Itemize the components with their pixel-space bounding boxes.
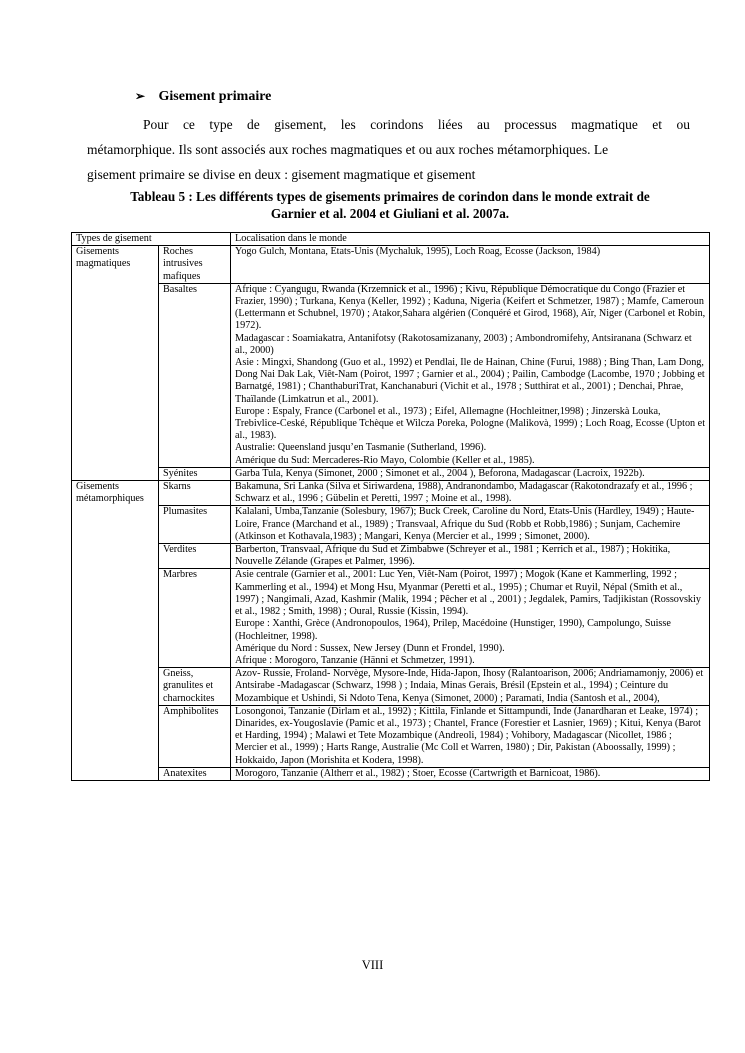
location-entry: Madagascar : Soamiakatra, Antanifotsy (Rakotosamizanany, 2003) ; Ambondromifehy, Antsiranana (Schwarz et al., 2000) <box>235 332 692 356</box>
location-cell <box>231 705 710 767</box>
rock-type-cell: Roches intrusives mafiques <box>159 246 231 284</box>
caption-line: Tableau 5 : Les différents types de gisements primaires de corindon dans le monde extrait de <box>130 189 650 204</box>
caption-line: Garnier et al. 2004 et Giuliani et al. 2007a. <box>270 206 510 221</box>
location-cell <box>231 668 710 706</box>
table-row <box>72 544 710 569</box>
location-cell <box>231 767 710 780</box>
header-cell-type: Types de gisement <box>72 233 231 246</box>
location-entry: Garba Tula, Kenya (Simonet, 2000 ; Simonet et al., 2004 ), Beforona, Madagascar (Lacroix, 1922b). <box>235 467 645 479</box>
location-cell <box>231 467 710 480</box>
location-entry: Australie: Queensland jusqu’en Tasmanie (Sutherland, 1996). <box>235 442 487 454</box>
intro-paragraph <box>87 112 690 187</box>
deposit-group-cell: Gisements magmatiques <box>72 246 159 481</box>
location-entry: Asie : Mingxi, Shandong (Guo et al., 1992) et Pendlai, Ile de Hainan, Chine (Furui, 1988) ; Bing Than, Lam Dong, Dong Nai Dak Lak, Viêt-Nam (Poirot, 1997 ; Garnier et al., 2004) ; Pailin, Cambodge (Lacombe, 1970 ; Jobbing et Barnatgé, 1981) ; ChanthaburiTrat, Kanchanaburi (Vichit et al., 1978 ; Sutthirat et al., 2001) ; Denchai, Phrae, Thaïlande (Limkatrun et al., 2001). <box>235 357 705 405</box>
location-entry: Losongonoi, Tanzanie (Dirlam et al., 1992) ; Kittila, Finlande et Sittampundi, Inde (Janardharan et Leake, 1974) ; Dinarides, ex-Yougoslavie (Pamic et al., 1973) ; Chantel, France (Forestier et Lasnier, 1969) ; Kitui, Kenya (Barot et Harding, 1994) ; Malawi et Tete Mozambique (Andreoli, 1984) ; Vohibory, Madagascar (Nicollet, 1986 ; Mercier et al., 1999) ; Harts Range, Australie (Mc Coll et Warren, 1980) ; Dir, Pakistan (Aboossally, 1999) ; Hokkaido, Japon (Morishita et Kodera, 1998). <box>235 705 701 766</box>
table-caption <box>70 188 710 222</box>
rock-type-cell: Skarns <box>159 481 231 506</box>
table-header-row <box>72 233 710 246</box>
rock-type-cell: Basaltes <box>159 283 231 467</box>
location-cell <box>231 481 710 506</box>
section-title: Gisement primaire <box>158 89 272 104</box>
table-row <box>72 506 710 544</box>
location-entry: Afrique : Morogoro, Tanzanie (Hänni et Schmetzer, 1991). <box>235 654 475 666</box>
table-row <box>72 668 710 706</box>
rock-type-cell: Syénites <box>159 467 231 480</box>
location-cell <box>231 246 710 284</box>
rock-type-cell: Plumasites <box>159 506 231 544</box>
intro-line: gisement primaire se divise en deux : gisement magmatique et gisement <box>87 167 476 182</box>
location-entry: Afrique : Cyangugu, Rwanda (Krzemnick et al., 1996) ; Kivu, République Démocratique du Congo (Frazier et Frazier, 1990) ; Turkana, Kenya (Keller, 1992) ; Kaduna, Nigeria (Keifert et Schmetzer, 1987) ; Mamfe, Cameroun (Lettermann et Schubnel, 1970) ; Atakor,Sahara algérien (Conquéré et Girod, 1968), Aïr, Niger (Carbonel et Robin, 1972). <box>235 283 706 332</box>
location-entry: Kalalani, Umba,Tanzanie (Solesbury, 1967); Buck Creek, Caroline du Nord, Etats-Unis (Hardley, 1949) ; Haute-Loire, France (Marchand et al., 1989) ; Transvaal, Afrique du Sud (Robb et Robb,1986) ; Sunjam, Cachemire (Atkinson et Kothavala,1983) ; Mangari, Kenya (Mercier et al., 1999 ; Simonet, 2000). <box>235 506 695 542</box>
table-row <box>72 767 710 780</box>
section-heading <box>135 89 271 105</box>
table-row <box>72 283 710 467</box>
rock-type-cell: Gneiss, granulites et charnockites <box>159 668 231 706</box>
location-cell <box>231 506 710 544</box>
arrow-bullet-icon: ➢ <box>135 89 146 103</box>
location-entry: Amérique du Nord : Sussex, New Jersey (Dunn et Frondel, 1990). <box>235 642 505 654</box>
intro-line: métamorphique. Ils sont associés aux roches magmatiques et ou aux roches métamorphiques. Le <box>87 142 609 157</box>
location-entry: Barberton, Transvaal, Afrique du Sud et Zimbabwe (Schreyer et al., 1981 ; Kerrich et al., 1987) ; Hokitika, Nouvelle Zélande (Grapes et Palmer, 1996). <box>235 544 671 568</box>
header-cell-location: Localisation dans le monde <box>231 233 710 246</box>
location-entry: Europe : Xanthi, Grèce (Andronopoulos, 1964), Prilep, Macédoine (Hunstiger, 1990), Campolungo, Suisse (Hochleitner, 1998). <box>235 618 671 642</box>
location-cell <box>231 283 710 467</box>
deposit-group-cell: Gisements métamorphiques <box>72 481 159 781</box>
table-row <box>72 705 710 767</box>
page-number: VIII <box>361 958 384 972</box>
deposit-table <box>71 232 710 781</box>
table-row <box>72 569 710 668</box>
rock-type-cell: Marbres <box>159 569 231 668</box>
intro-line: Pour ce type de gisement, les corindons liées au processus magmatique et ou <box>143 117 690 132</box>
location-cell <box>231 544 710 569</box>
table-row <box>72 467 710 480</box>
rock-type-cell: Verdites <box>159 544 231 569</box>
location-cell <box>231 569 710 668</box>
location-entry: Morogoro, Tanzanie (Altherr et al., 1982) ; Stoer, Ecosse (Cartwrigth et Barnicoat, 1986). <box>235 767 601 779</box>
location-entry: Yogo Gulch, Montana, Etats-Unis (Mychaluk, 1995), Loch Roag, Ecosse (Jackson, 1984) <box>235 246 601 258</box>
location-entry: Europe : Espaly, France (Carbonel et al., 1973) ; Eifel, Allemagne (Hochleitner,1998) ; Jinzerskà Louka, Trebivlice-Ceské, République Tchèque et Wilcza Poreka, Pologne (Malikovà, 1999) ; Loch Roag, Ecosse (Upton et al., 1983). <box>235 405 706 442</box>
table-row <box>72 246 710 284</box>
location-entry: Asie centrale (Garnier et al., 2001: Luc Yen, Viêt-Nam (Poirot, 1997) ; Mogok (Kane et Kammerling, 1992 ; Kammerling et al., 1994) et Mong Hsu, Myanmar (Peretti et al., 1995) ; Chumar et Ruyil, Népal (Smith et al., 1997) ; Nangimali, Azad, Kashmir (Malik, 1994 ; Pêcher et al ., 2001) ; Jegdalek, Pamirs, Tadjikistan (Rossovskiy et al., 1982 ; Smith, 1998) ; Oural, Russie (Kissin, 1994). <box>235 569 701 618</box>
rock-type-cell: Amphibolites <box>159 705 231 767</box>
rock-type-cell: Anatexites <box>159 767 231 780</box>
table-row <box>72 481 710 506</box>
location-entry: Bakamuna, Sri Lanka (Silva et Siriwardena, 1988), Andranondambo, Madagascar (Rakotondrazafy et al., 1996 ; Schwarz et al., 1996 ; Gübelin et Peretti, 1997 ; Moine et al., 1998). <box>235 481 693 505</box>
location-entry: Azov- Russie, Froland- Norvège, Mysore-Inde, Hida-Japon, Ihosy (Ralantoarison, 2006; Andriamamonjy, 2006) et Antsirabe -Madagascar (Schwarz, 1998 ) ; Indaia, Minas Gerais, Brésil (Epstein et al., 1994) ; Ceinture du Mozambique et Ushindi, Si Ndoto Tena, Kenya (Simonet, 2000) ; Paramati, India (Santosh et al., 2004), <box>235 668 704 704</box>
location-entry: Amérique du Sud: Mercaderes-Rio Mayo, Colombie (Keller et al., 1985). <box>235 454 535 466</box>
